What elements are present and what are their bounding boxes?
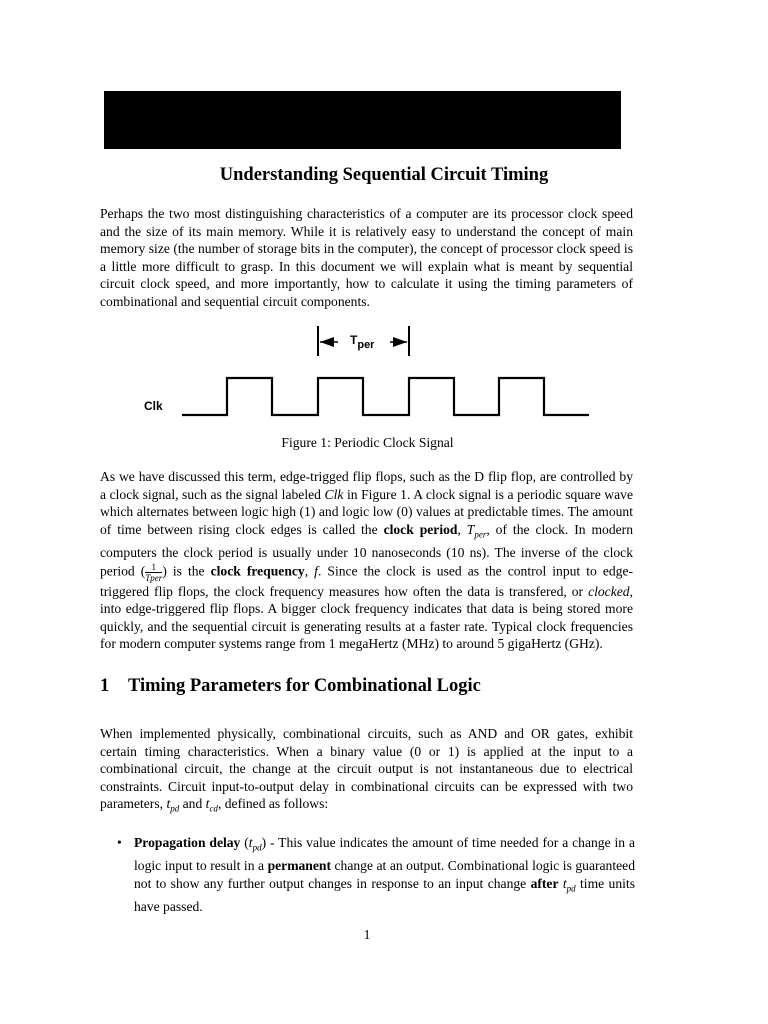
clock-signal-figure (130, 318, 600, 428)
section-number: 1 (100, 676, 110, 696)
clock-waveform (182, 378, 589, 415)
f-math: f (314, 563, 318, 579)
page-number: 1 (363, 927, 371, 942)
section-heading (100, 676, 481, 697)
tcd-math: $t_{cd}$ (205, 796, 218, 815)
inverse-period-fraction: $\frac{1}{\text{Tper}}$ (145, 561, 163, 583)
after-term: after (530, 875, 559, 891)
definition-list (100, 834, 635, 916)
figure-caption: Figure 1: Periodic Clock Signal (281, 435, 454, 450)
clocked-term: clocked (588, 583, 630, 599)
clock-frequency-term: clock frequency (210, 563, 305, 579)
combinational-paragraph: When implemented physically, combinational circuits, such as AND and OR gates, exhibit certain timing characteristics. When a binary value (0 or 1) is applied at the input to a combinational circuit, the change at the circuit output is not instantaneous due to electrical constraints. Circuit input-to-output delay in combinational circuits can be expressed with two parameters, $t_{pd}$ and $t_{cd}$, defined as follows: (100, 726, 633, 815)
bullet-icon: • (117, 835, 122, 850)
permanent-term: permanent (267, 858, 331, 874)
tpd-math: $t_{pd}$ (248, 835, 262, 853)
section-title: Timing Parameters for Combinational Logic (128, 676, 481, 696)
tper-math: $T_{per}$ (466, 521, 487, 540)
clock-period-term: clock period (383, 521, 458, 537)
list-item: • Propagation delay $(t_{pd})$ - This value indicates the amount of time needed for a change in a logic input to result in a permanent change at an output. Combinational logic is guaranteed not to show any further output changes in response to an input change after $t_{pd}$ time units have passed. (117, 835, 635, 915)
signal-label: Clk (144, 399, 163, 413)
black-banner (104, 91, 621, 149)
intro-paragraph: Perhaps the two most distinguishing characteristics of a computer are its processor clock speed and the size of its main memory. While it is relatively easy to understand the concept of main memory size (the number of storage bits in the computer), the concept of processor clock speed is a little more difficult to grasp. In this document we will explain what is meant by sequential circuit clock speed, and more importantly, how to calculate it using the timing parameters of combinational and sequential circuit components. (100, 206, 633, 309)
period-label: Tper (350, 333, 375, 351)
clk-math: Clk (324, 486, 344, 502)
period-arrowhead-left (320, 337, 334, 347)
period-arrowhead-right (393, 337, 407, 347)
clock-paragraph: As we have discussed this term, edge-trigged flip flops, such as the D flip flop, are controlled by a clock signal, such as the signal labeled Clk in Figure 1. A clock signal is a periodic square wave which alternates between logic high (1) and logic low (0) values at predictable times. The amount of time between rising clock edges is called the clock period, $T_{per}$, of the clock. In modern computers the clock period is usually under 10 nanoseconds (10 ns). The inverse of the clock period ( $\frac{1}{\text{Tper}}$ ) is the clock frequency, f. Since the clock is used as the control input to edge-triggered flip flops, the clock frequency measures how often the data is transfered, or clocked, into edge-triggered flip flops. A bigger clock frequency indicates that data is being stored more quickly, and the sequential circuit is generating results at a faster rate. Typical clock frequencies for modern computer systems range from 1 megaHertz (MHz) to around 5 gigaHertz (GHz). (100, 469, 634, 652)
tpd-math: $t_{pd}$ (166, 796, 180, 815)
tpd-math: $t_{pd}$ (562, 875, 576, 894)
propagation-delay-term: Propagation delay (134, 835, 241, 850)
page-title: Understanding Sequential Circuit Timing (219, 165, 549, 185)
